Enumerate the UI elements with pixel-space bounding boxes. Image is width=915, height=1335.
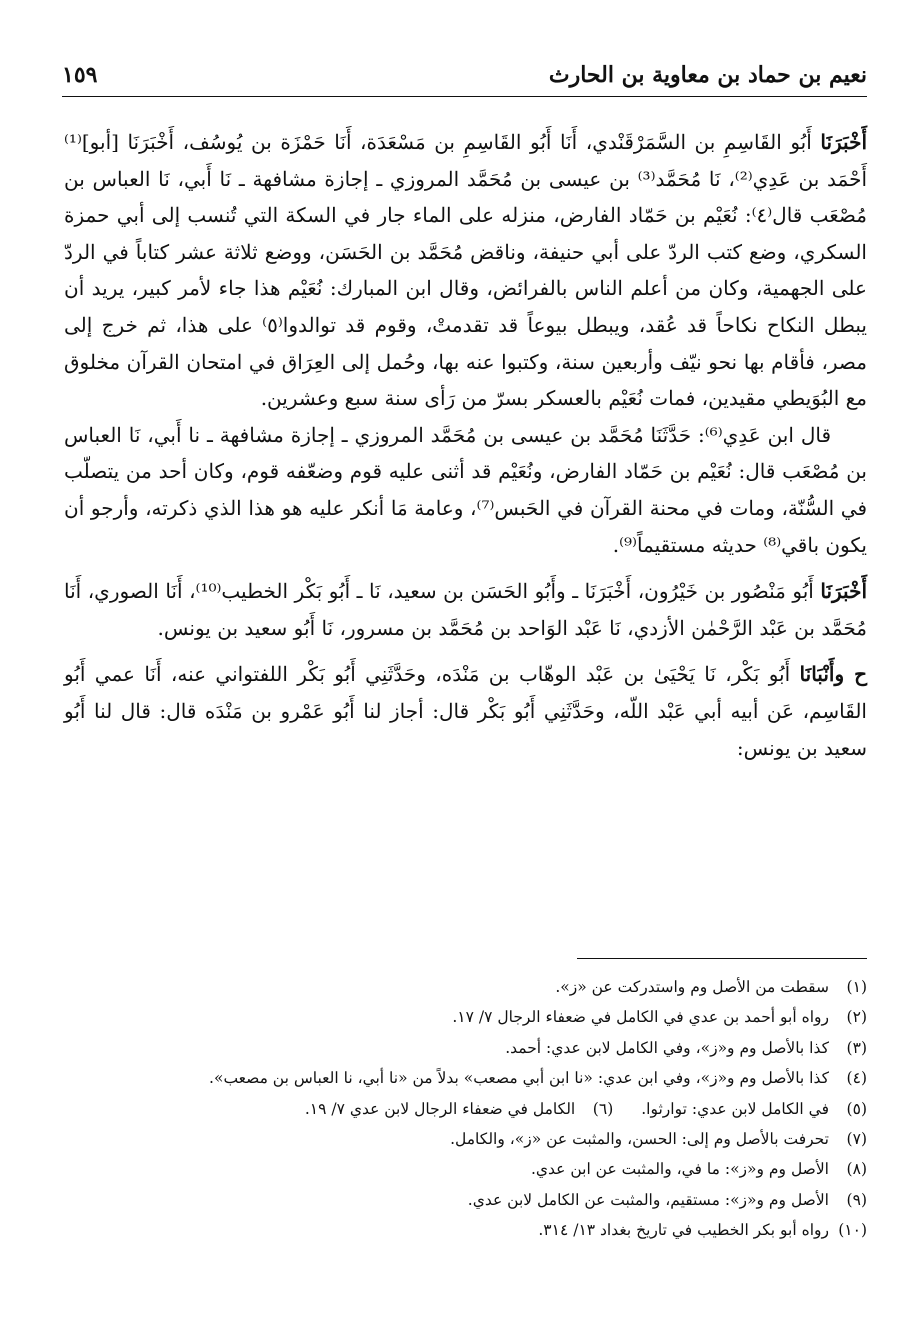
footnote-text: كذا بالأصل وم و«ز»، وفي ابن عدي: «نا ابن أبي مصعب» بدلاً من «نا أبي، نا العباس بن مصعب». [209, 1069, 829, 1088]
footnote-number: (٦) [592, 1099, 614, 1118]
paragraph-3-text: أَبُو مَنْصُور بن خَيْرُون، أَخْبَرَنَا ـ وأَبُو الحَسَن بن سعيد، نَا ـ أَبُو بَكْر الخطيب⁽¹⁰⁾، أَنَا الصوري، أَنَا مُحَمَّد بن عَبْد الرَّحْمٰن الأزدي، نَا عَبْد الوَاحد بن مُحَمَّد بن مسرور، نَا أَبُو سعيد بن يونس. [64, 579, 867, 640]
footnote-text: تحرفت بالأصل وم إلى: الحسن، والمثبت عن «ز»، والكامل. [450, 1130, 829, 1149]
footnote [64, 1185, 867, 1215]
paragraph-4-lead: ح وأَنْبَانَا [799, 662, 867, 687]
paragraph-1-text: أَبُو القَاسِمِ بن السَّمَرْقَنْدي، أَنَا أَبُو القَاسِمِ بن مَسْعَدَة، أَنَا حَمْزَة بن يُوسُف، أَخْبَرَنَا [أبو]⁽¹⁾ أَحْمَد بن عَدِي⁽²⁾، نَا مُحَمَّد⁽³⁾ بن عيسى بن مُحَمَّد المروزي ـ إجازة مشافهة ـ نَا أَبي، نَا العباس بن مُصْعَب قال⁽٤⁾: نُعَيْم بن حَمّاد الفارض، منزله على الماء جار في السكة التي تُنسب إلى أبي حمزة السكري، وضع كتب الردّ على أبي حنيفة، وناقض مُحَمَّد بن الحَسَن، ووضع ثلاثة عشر كتاباً في الردّ على الجهمية، وكان من أعلم الناس بالفرائض، وقال ابن المبارك: نُعَيْم هذا جاء لأمر كبير، يريد أن يبطل النكاح نكاحاً قد عُقد، ويبطل بيوعاً قد تقدمتْ، وقوم قد توالدوا⁽٥⁾ على هذا، ثم خرج إلى مصر، فأقام بها نحو نيّف وأربعين سنة، وكتبوا عنه بها، وحُمل إلى العِرَاق في امتحان القرآن مخلوق مع البُوَيطي مقيدين، فمات نُعَيْم بالعسكر بسرّ من رَأى سنة سبع وعشرين. [64, 130, 867, 411]
paragraph-3 [64, 573, 867, 646]
footnote [64, 972, 867, 1002]
footnote-text: رواه أبو أحمد بن عدي في الكامل في ضعفاء الرجال ٧/ ١٧. [452, 1008, 829, 1027]
footnote-number: (٢) [846, 1008, 867, 1027]
footnote [64, 1063, 867, 1093]
footnotes [64, 972, 867, 1246]
footnote [64, 1033, 867, 1063]
footnote [64, 1124, 867, 1154]
running-header [62, 58, 867, 94]
footnote-number: (٤) [846, 1069, 867, 1088]
footnote [64, 1094, 867, 1124]
footnote-text: رواه أبو بكر الخطيب في تاريخ بغداد ١٣/ ٣١٤. [538, 1221, 829, 1240]
footnote-rule [577, 958, 867, 959]
footnote-text: سقطت من الأصل وم واستدركت عن «ز». [555, 978, 829, 996]
footnote-spacer [613, 1094, 641, 1124]
footnote-text: الأصل وم و«ز»: مستقيم، والمثبت عن الكامل لابن عدي. [467, 1190, 829, 1209]
footnote-text: الكامل في ضعفاء الرجال لابن عدي ٧/ ١٩. [304, 1099, 576, 1118]
paragraph-2-text: قال ابن عَدِي⁽⁶⁾: حَدَّثَنَا مُحَمَّد بن عيسى بن مُحَمَّد المروزي ـ إجازة مشافهة ـ نا أَبي، نَا العباس بن مُصْعَب قال: نُعَيْم بن حَمّاد الفارض، ونُعَيْم قد أثنى عليه قوم وضعّفه قوم، وكان أحد من يتصلّب في السُّنّة، ومات في محنة القرآن في الحَبس⁽⁷⁾، وعامة مَا أنكر عليه هو هذا الذي ذكرته، وأرجو أن يكون باقي⁽⁸⁾ حديثه مستقيماً⁽⁹⁾. [64, 422, 868, 557]
footnote-text: الأصل وم و«ز»: ما في، والمثبت عن ابن عدي. [530, 1160, 829, 1179]
footnote-number: (٧) [846, 1130, 867, 1149]
footnote-number: (١٠) [838, 1221, 867, 1240]
footnote [64, 1215, 867, 1245]
footnote [64, 1002, 867, 1032]
paragraph-3-lead: أَخْبَرَنَا [820, 579, 867, 604]
paragraph-1 [64, 124, 867, 417]
footnote [64, 1154, 867, 1184]
footnote-number: (١) [846, 978, 867, 996]
paragraph-4-text: أَبُو بَكْر، نَا يَحْيَىٰ بن عَبْد الوهّاب بن مَنْدَه، وحَدَّثَنِي أَبُو بَكْر اللفتواني عنه، أَنَا عمي أَبُو القَاسِم، عَن أبيه أبي عَبْد اللّه، وحَدَّثَنِي أَبُو بَكْر قال: أجاز لنا أَبُو عَمْرو بن مَنْدَه قال: قال لنا أَبُو سعيد بن يونس: [64, 662, 867, 760]
header-rule [62, 96, 867, 97]
footnote-text: في الكامل لابن عدي: توارثوا. [641, 1099, 829, 1118]
paragraph-4 [64, 656, 867, 766]
footnote-number: (٣) [846, 1038, 867, 1057]
footnote-number: (٥) [846, 1099, 867, 1118]
footnote-number: (٩) [846, 1190, 867, 1209]
footnote-text: كذا بالأصل وم و«ز»، وفي الكامل لابن عدي: أحمد. [505, 1038, 829, 1057]
footnote-number: (٨) [846, 1160, 867, 1179]
main-text [64, 124, 867, 766]
running-title: نعيم بن حماد بن معاوية بن الحارث [548, 62, 867, 88]
paragraph-1-lead: أَخْبَرَنَا [820, 130, 867, 154]
page-number: ١٥٩ [62, 62, 98, 88]
paragraph-2 [64, 417, 867, 563]
